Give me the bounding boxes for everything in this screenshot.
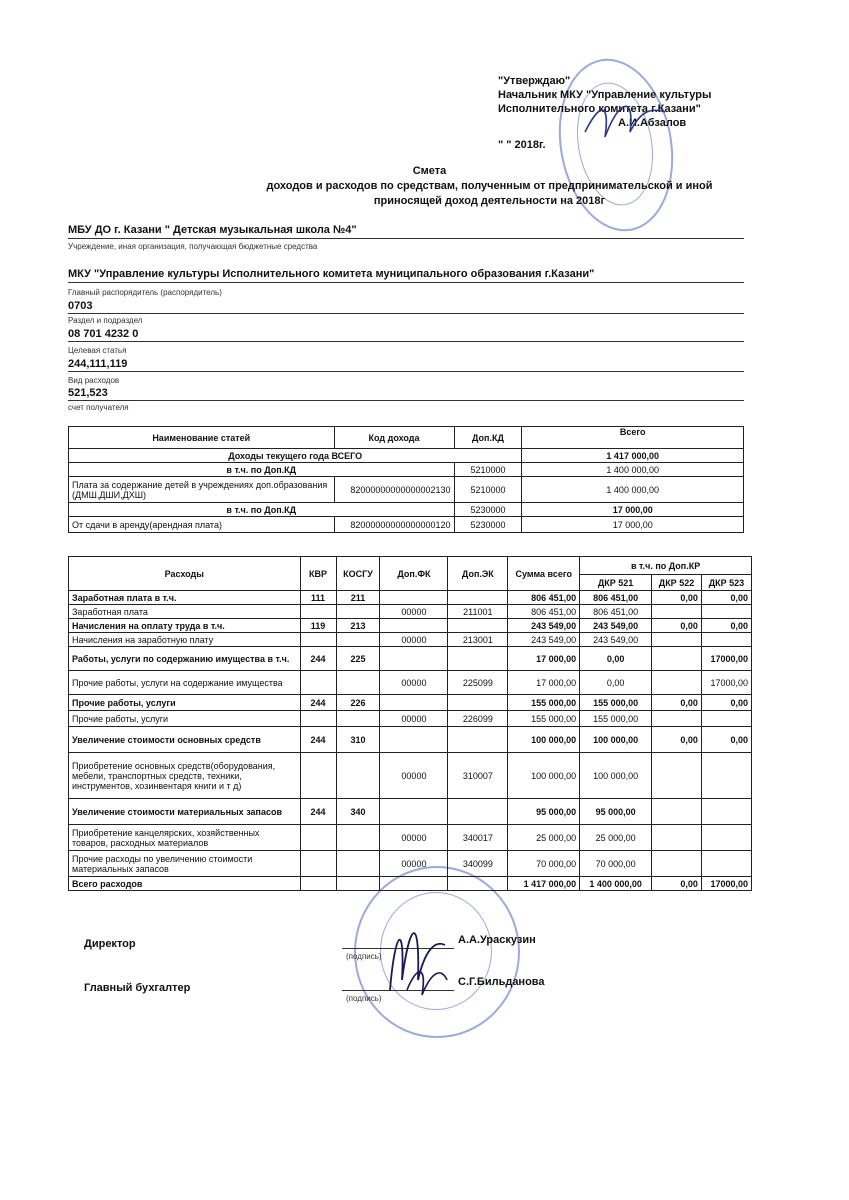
expense-sum: 806 451,00 [508,605,580,619]
income-row-name: Плата за содержание детей в учреждениях доп.образования (ДМШ,ДШИ,ДХШ) [69,477,335,503]
expense-dopfk [380,695,448,711]
expense-sum: 17 000,00 [508,671,580,695]
accountant-signature-image [402,960,452,1000]
expense-dkr522 [652,633,702,647]
income-total-row [69,449,744,463]
expense-dopfk: 00000 [380,825,448,851]
income-row-total: 17 000,00 [522,503,744,517]
expense-type-caption: Вид расходов [68,376,120,385]
expense-dkr523: 0,00 [701,727,751,753]
expense-kvr: 244 [300,695,336,711]
expense-kvr [300,605,336,619]
expense-dkr523 [701,605,751,619]
expense-dkr523 [701,825,751,851]
expense-kosgu: 225 [336,647,380,671]
expense-name: Прочие расходы по увеличению стоимости материальных запасов [69,851,301,877]
exp-header-d3: ДКР 523 [701,575,751,591]
expense-dkr522 [652,851,702,877]
expense-dkr523: 17000,00 [701,671,751,695]
approval-signature-image [580,92,670,152]
expense-kvr: 244 [300,799,336,825]
expense-dkr522: 0,00 [652,727,702,753]
section-code: 0703 [68,300,93,312]
income-row-name: От сдачи в аренду(арендная плата) [69,517,335,533]
expense-row [69,605,752,619]
income-row-total: 1 400 000,00 [522,463,744,477]
document-title [0,164,849,209]
expense-sum: 70 000,00 [508,851,580,877]
expense-dopek: 213001 [448,633,508,647]
expense-sum: 155 000,00 [508,695,580,711]
expense-row [69,727,752,753]
expense-dopek: 340017 [448,825,508,851]
expense-dopek [448,727,508,753]
expense-sum: 243 549,00 [508,633,580,647]
expense-row [69,591,752,605]
expense-sum: 155 000,00 [508,711,580,727]
expense-dkr523 [701,753,751,799]
expense-kosgu [336,851,380,877]
title-line-3: приносящей доход деятельности на 2018г [373,195,606,207]
director-name: А.А.Ураскузин [458,934,536,946]
income-row-name: в т.ч. по Доп.КД [69,503,455,517]
expense-dkr522: 0,00 [652,619,702,633]
expense-dopek: 225099 [448,671,508,695]
expense-dkr523 [701,711,751,727]
expense-dkr521: 806 451,00 [580,591,652,605]
expense-row [69,619,752,633]
director-signature-caption: (подпись) [346,952,382,961]
expense-dopfk [380,877,448,891]
exp-header-sum: Сумма всего [508,557,580,591]
expense-dopek [448,877,508,891]
expense-kvr [300,671,336,695]
accountant-name: С.Г.Бильданова [458,976,545,988]
income-row-dop: 5230000 [454,517,522,533]
income-row-total: 1 400 000,00 [522,477,744,503]
expense-kvr [300,877,336,891]
expense-kosgu [336,671,380,695]
exp-header-dopek: Доп.ЭК [448,557,508,591]
account-code: 521,523 [68,387,108,399]
expense-kvr: 119 [300,619,336,633]
expense-dkr522 [652,825,702,851]
income-header-row [69,427,744,449]
accountant-signature-caption: (подпись) [346,994,382,1003]
expense-name: Приобретение основных средств(оборудования, мебели, транспортных средств, техники, инструментов, хозинвентаря книги и т д) [69,753,301,799]
expense-row [69,877,752,891]
expense-name: Прочие работы, услуги на содержание имущества [69,671,301,695]
accountant-label: Главный бухгалтер [84,982,191,994]
expense-dkr523 [701,799,751,825]
expense-type-code: 244,111,119 [68,358,128,370]
expense-dopfk [380,727,448,753]
expense-dkr521: 0,00 [580,671,652,695]
expense-kosgu: 213 [336,619,380,633]
expense-dkr523: 0,00 [701,591,751,605]
exp-header-d2: ДКР 522 [652,575,702,591]
income-header-name: Наименование статей [69,427,335,449]
expense-dkr521: 100 000,00 [580,753,652,799]
expense-name: Заработная плата в т.ч. [69,591,301,605]
expense-dopfk: 00000 [380,851,448,877]
expense-kvr [300,633,336,647]
expense-kosgu [336,877,380,891]
expense-kvr [300,825,336,851]
exp-header-d1: ДКР 521 [580,575,652,591]
expense-dopek: 310007 [448,753,508,799]
target-code: 08 701 4232 0 [68,328,139,340]
expense-kvr [300,753,336,799]
expense-sum: 1 417 000,00 [508,877,580,891]
expense-dopek [448,647,508,671]
exp-header-kvr: КВР [300,557,336,591]
expense-name: Начисления на заработную плату [69,633,301,647]
expenses-header-row [69,557,752,575]
expense-dkr521: 70 000,00 [580,851,652,877]
expense-sum: 100 000,00 [508,727,580,753]
expense-name: Увеличение стоимости материальных запасов [69,799,301,825]
expense-dopek [448,591,508,605]
expense-sum: 243 549,00 [508,619,580,633]
expense-kvr: 244 [300,647,336,671]
expense-kvr: 111 [300,591,336,605]
expense-name: Всего расходов [69,877,301,891]
expense-kosgu: 211 [336,591,380,605]
manager-caption: Главный распорядитель (распорядитель) [68,288,222,297]
exp-header-dopfk: Доп.ФК [380,557,448,591]
expense-dkr523: 17000,00 [701,647,751,671]
expense-dopek [448,799,508,825]
expense-dkr521: 806 451,00 [580,605,652,619]
expense-dopfk: 00000 [380,671,448,695]
expense-kosgu [336,605,380,619]
approval-line-3: Исполнительного комитета г.Казани" [498,103,701,115]
expense-kosgu: 340 [336,799,380,825]
income-total-label: Доходы текущего года ВСЕГО [69,449,522,463]
exp-header-group: в т.ч. по Доп.КР [580,557,752,575]
expense-dopfk [380,799,448,825]
expense-dkr521: 95 000,00 [580,799,652,825]
expense-sum: 100 000,00 [508,753,580,799]
title-line-1: Смета [412,165,447,177]
account-caption: счет получателя [68,403,129,412]
expense-dkr521: 100 000,00 [580,727,652,753]
target-caption: Целевая статья [68,346,127,355]
expense-dkr523 [701,851,751,877]
expense-dkr523: 0,00 [701,695,751,711]
expense-sum: 17 000,00 [508,647,580,671]
income-row-code: 82000000000000000120 [334,517,454,533]
expense-dkr522 [652,671,702,695]
expense-dkr523 [701,633,751,647]
expense-dkr522 [652,605,702,619]
expense-dkr521: 243 549,00 [580,619,652,633]
income-row [69,463,744,477]
expense-dkr522 [652,753,702,799]
expense-name: Увеличение стоимости основных средств [69,727,301,753]
expense-dkr522: 0,00 [652,695,702,711]
expense-name: Начисления на оплату труда в т.ч. [69,619,301,633]
expense-dopfk [380,647,448,671]
expense-kosgu [336,825,380,851]
expense-dopek: 340099 [448,851,508,877]
expense-dopfk: 00000 [380,753,448,799]
expense-dkr521: 0,00 [580,647,652,671]
expense-dopek [448,619,508,633]
income-total-value: 1 417 000,00 [522,449,744,463]
expense-row [69,753,752,799]
expense-dopfk [380,591,448,605]
expense-name: Заработная плата [69,605,301,619]
expense-name: Прочие работы, услуги [69,711,301,727]
expense-dopfk: 00000 [380,605,448,619]
expense-dopek: 211001 [448,605,508,619]
expense-name: Приобретение канцелярских, хозяйственных товаров, расходных материалов [69,825,301,851]
expense-row [69,711,752,727]
income-row-total: 17 000,00 [522,517,744,533]
expense-dkr523: 0,00 [701,619,751,633]
expense-row [69,825,752,851]
approval-line-5: " " 2018г. [498,139,546,151]
expense-dopfk: 00000 [380,711,448,727]
income-header-code: Код дохода [334,427,454,449]
expense-row [69,633,752,647]
approval-line-2: Начальник МКУ "Управление культуры [498,89,712,101]
expense-row [69,851,752,877]
exp-header-name: Расходы [69,557,301,591]
income-row-name: в т.ч. по Доп.КД [69,463,455,477]
income-row [69,477,744,503]
income-header-dopkd: Доп.КД [454,427,522,449]
expense-kosgu [336,633,380,647]
expense-dkr521: 1 400 000,00 [580,877,652,891]
manager-name: МКУ "Управление культуры Исполнительного комитета муниципального образования г.Казани" [68,268,595,280]
expense-dkr522: 0,00 [652,591,702,605]
expense-dkr521: 155 000,00 [580,711,652,727]
expense-kosgu [336,711,380,727]
expense-dopfk [380,619,448,633]
income-table [68,426,744,533]
income-row-dop: 5210000 [454,463,522,477]
income-header-total: Всего [522,427,744,449]
expense-kvr [300,851,336,877]
expense-name: Прочие работы, услуги [69,695,301,711]
section-caption: Раздел и подраздел [68,316,143,325]
expense-dkr521: 243 549,00 [580,633,652,647]
expense-kvr [300,711,336,727]
expense-dopek: 226099 [448,711,508,727]
director-label: Директор [84,938,136,950]
expense-dkr522 [652,647,702,671]
expense-dkr522 [652,799,702,825]
approval-line-4: А.И.Абзалов [618,117,687,129]
income-row-dop: 5230000 [454,503,522,517]
expense-row [69,799,752,825]
title-line-2: доходов и расходов по средствам, полученным от предпринимательской и иной [266,180,713,192]
income-row [69,503,744,517]
income-row [69,517,744,533]
expense-sum: 806 451,00 [508,591,580,605]
expense-kvr: 244 [300,727,336,753]
institution-name: МБУ ДО г. Казани " Детская музыкальная школа №4" [68,224,357,236]
exp-header-kosgu: КОСГУ [336,557,380,591]
income-row-code: 82000000000000002130 [334,477,454,503]
expense-dopfk: 00000 [380,633,448,647]
expense-kosgu [336,753,380,799]
expense-dkr523: 17000,00 [701,877,751,891]
expense-kosgu: 226 [336,695,380,711]
institution-caption: Учреждение, иная организация, получающая бюджетные средства [68,242,318,251]
expense-name: Работы, услуги по содержанию имущества в т.ч. [69,647,301,671]
expense-sum: 95 000,00 [508,799,580,825]
expense-row [69,671,752,695]
income-row-dop: 5210000 [454,477,522,503]
expense-row [69,695,752,711]
expense-dopek [448,695,508,711]
expense-dkr522 [652,711,702,727]
expense-kosgu: 310 [336,727,380,753]
expense-sum: 25 000,00 [508,825,580,851]
expense-dkr521: 155 000,00 [580,695,652,711]
expense-dkr521: 25 000,00 [580,825,652,851]
expenses-table [68,556,752,891]
approval-line-1: "Утверждаю" [498,75,571,87]
expense-dkr522: 0,00 [652,877,702,891]
expense-row [69,647,752,671]
